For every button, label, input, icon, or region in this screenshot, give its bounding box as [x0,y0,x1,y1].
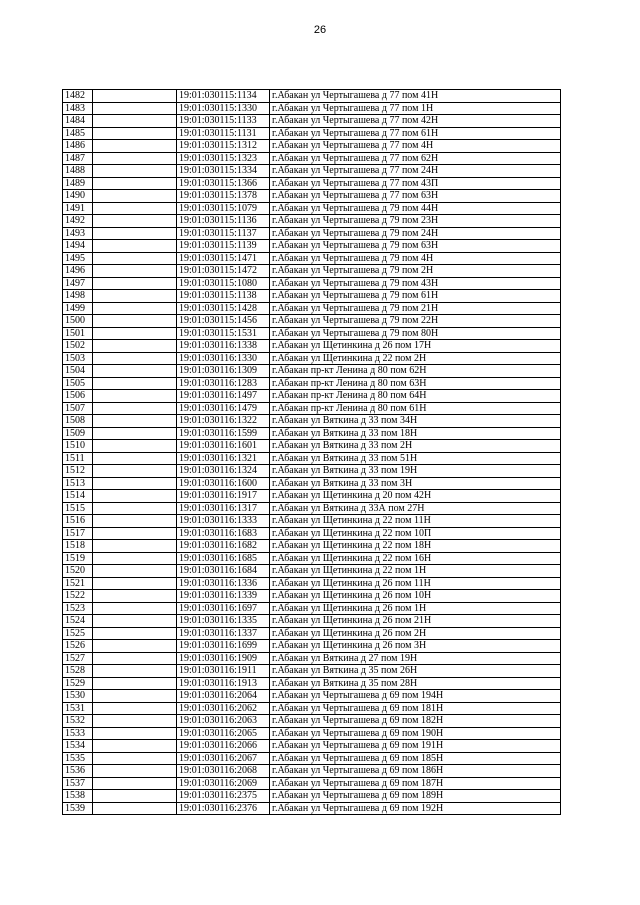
address-cell: г.Абакан ул Щетинкина д 22 пом 2Н [270,352,561,365]
row-number-cell: 1510 [63,440,93,453]
empty-cell [93,565,177,578]
cadastral-number-cell: 19:01:030116:1309 [177,365,270,378]
table-row [63,577,561,590]
cadastral-number-cell: 19:01:030116:2062 [177,702,270,715]
row-number-cell: 1539 [63,802,93,815]
address-cell: г.Абакан ул Чертыгашева д 79 пом 44Н [270,202,561,215]
address-cell: г.Абакан ул Чертыгашева д 69 пом 181Н [270,702,561,715]
table-row [63,415,561,428]
empty-cell [93,677,177,690]
cadastral-number-cell: 19:01:030115:1138 [177,290,270,303]
table-row [63,540,561,553]
table-row [63,465,561,478]
empty-cell [93,352,177,365]
page-number: 26 [313,24,327,36]
table-row [63,177,561,190]
row-number-cell: 1500 [63,315,93,328]
row-number-cell: 1531 [63,702,93,715]
address-cell: г.Абакан ул Щетинкина д 26 пом 2Н [270,627,561,640]
table-row [63,340,561,353]
address-cell: г.Абакан ул Чертыгашева д 79 пом 2Н [270,265,561,278]
row-number-cell: 1508 [63,415,93,428]
cadastral-number-cell: 19:01:030116:1909 [177,652,270,665]
cadastral-number-cell: 19:01:030116:1699 [177,640,270,653]
empty-cell [93,177,177,190]
empty-cell [93,90,177,103]
empty-cell [93,777,177,790]
row-number-cell: 1486 [63,140,93,153]
table-row [63,752,561,765]
cadastral-number-cell: 19:01:030115:1323 [177,152,270,165]
table-row [63,665,561,678]
address-cell: г.Абакан ул Вяткина д 33 пом 2Н [270,440,561,453]
row-number-cell: 1536 [63,765,93,778]
address-cell: г.Абакан ул Чертыгашева д 69 пом 189Н [270,790,561,803]
cadastral-number-cell: 19:01:030116:2063 [177,715,270,728]
table-row [63,265,561,278]
table-row [63,702,561,715]
row-number-cell: 1491 [63,202,93,215]
table-row [63,790,561,803]
cadastral-number-cell: 19:01:030116:1479 [177,402,270,415]
address-cell: г.Абакан ул Чертыгашева д 69 пом 192Н [270,802,561,815]
empty-cell [93,315,177,328]
row-number-cell: 1497 [63,277,93,290]
cadastral-number-cell: 19:01:030116:1322 [177,415,270,428]
cadastral-number-cell: 19:01:030116:1317 [177,502,270,515]
address-cell: г.Абакан ул Вяткина д 35 пом 28Н [270,677,561,690]
address-cell: г.Абакан ул Чертыгашева д 79 пом 21Н [270,302,561,315]
cadastral-number-cell: 19:01:030115:1330 [177,102,270,115]
table-row [63,327,561,340]
table-row [63,740,561,753]
address-cell: г.Абакан ул Щетинкина д 22 пом 1Н [270,565,561,578]
row-number-cell: 1515 [63,502,93,515]
table-row [63,315,561,328]
address-cell: г.Абакан ул Щетинкина д 26 пом 3Н [270,640,561,653]
empty-cell [93,477,177,490]
row-number-cell: 1512 [63,465,93,478]
row-number-cell: 1493 [63,227,93,240]
table-row [63,627,561,640]
table-row [63,502,561,515]
empty-cell [93,727,177,740]
row-number-cell: 1525 [63,627,93,640]
address-cell: г.Абакан ул Чертыгашева д 77 пом 43П [270,177,561,190]
row-number-cell: 1506 [63,390,93,403]
row-number-cell: 1534 [63,740,93,753]
table-row [63,440,561,453]
empty-cell [93,302,177,315]
address-cell: г.Абакан пр-кт Ленина д 80 пом 62Н [270,365,561,378]
address-cell: г.Абакан ул Чертыгашева д 69 пом 191Н [270,740,561,753]
table-row [63,252,561,265]
empty-cell [93,415,177,428]
empty-cell [93,802,177,815]
empty-cell [93,627,177,640]
address-cell: г.Абакан ул Вяткина д 27 пом 19Н [270,652,561,665]
row-number-cell: 1521 [63,577,93,590]
row-number-cell: 1535 [63,752,93,765]
cadastral-number-cell: 19:01:030115:1136 [177,215,270,228]
row-number-cell: 1527 [63,652,93,665]
table-row [63,277,561,290]
table-row [63,727,561,740]
empty-cell [93,552,177,565]
cadastral-number-cell: 19:01:030116:1599 [177,427,270,440]
table-row [63,452,561,465]
row-number-cell: 1523 [63,602,93,615]
table-row [63,552,561,565]
address-cell: г.Абакан ул Чертыгашева д 77 пом 24Н [270,165,561,178]
cadastral-number-cell: 19:01:030115:1366 [177,177,270,190]
table-row [63,90,561,103]
row-number-cell: 1490 [63,190,93,203]
empty-cell [93,377,177,390]
address-cell: г.Абакан ул Щетинкина д 26 пом 17Н [270,340,561,353]
cadastral-number-cell: 19:01:030116:1330 [177,352,270,365]
address-cell: г.Абакан ул Чертыгашева д 79 пом 61Н [270,290,561,303]
table-row [63,677,561,690]
empty-cell [93,602,177,615]
address-cell: г.Абакан ул Чертыгашева д 79 пом 80Н [270,327,561,340]
row-number-cell: 1503 [63,352,93,365]
row-number-cell: 1517 [63,527,93,540]
empty-cell [93,127,177,140]
cadastral-number-cell: 19:01:030116:1601 [177,440,270,453]
property-registry-table [62,89,561,815]
table-row [63,227,561,240]
row-number-cell: 1484 [63,115,93,128]
empty-cell [93,765,177,778]
row-number-cell: 1524 [63,615,93,628]
cadastral-number-cell: 19:01:030116:1324 [177,465,270,478]
row-number-cell: 1499 [63,302,93,315]
table-row [63,302,561,315]
cadastral-number-cell: 19:01:030115:1131 [177,127,270,140]
empty-cell [93,140,177,153]
row-number-cell: 1520 [63,565,93,578]
cadastral-number-cell: 19:01:030115:1334 [177,165,270,178]
cadastral-number-cell: 19:01:030115:1378 [177,190,270,203]
table-row [63,715,561,728]
address-cell: г.Абакан ул Щетинкина д 26 пом 10Н [270,590,561,603]
address-cell: г.Абакан ул Вяткина д 33 пом 3Н [270,477,561,490]
cadastral-number-cell: 19:01:030116:1917 [177,490,270,503]
cadastral-number-cell: 19:01:030116:2068 [177,765,270,778]
table-row [63,290,561,303]
cadastral-number-cell: 19:01:030116:2069 [177,777,270,790]
empty-cell [93,402,177,415]
cadastral-number-cell: 19:01:030115:1531 [177,327,270,340]
table-row [63,140,561,153]
empty-cell [93,752,177,765]
row-number-cell: 1495 [63,252,93,265]
row-number-cell: 1504 [63,365,93,378]
cadastral-number-cell: 19:01:030116:2376 [177,802,270,815]
table-row [63,190,561,203]
cadastral-number-cell: 19:01:030116:1337 [177,627,270,640]
address-cell: г.Абакан ул Чертыгашева д 69 пом 182Н [270,715,561,728]
empty-cell [93,790,177,803]
address-cell: г.Абакан ул Щетинкина д 20 пом 42Н [270,490,561,503]
cadastral-number-cell: 19:01:030116:1283 [177,377,270,390]
address-cell: г.Абакан ул Чертыгашева д 69 пом 190Н [270,727,561,740]
address-cell: г.Абакан ул Чертыгашева д 79 пом 22Н [270,315,561,328]
row-number-cell: 1488 [63,165,93,178]
cadastral-number-cell: 19:01:030116:1338 [177,340,270,353]
cadastral-number-cell: 19:01:030116:1911 [177,665,270,678]
row-number-cell: 1530 [63,690,93,703]
address-cell: г.Абакан ул Чертыгашева д 77 пом 63Н [270,190,561,203]
row-number-cell: 1498 [63,290,93,303]
table-row [63,515,561,528]
address-cell: г.Абакан ул Вяткина д 33 пом 19Н [270,465,561,478]
row-number-cell: 1483 [63,102,93,115]
table-row [63,527,561,540]
empty-cell [93,240,177,253]
empty-cell [93,440,177,453]
empty-cell [93,640,177,653]
cadastral-number-cell: 19:01:030116:1339 [177,590,270,603]
address-cell: г.Абакан ул Вяткина д 33 пом 34Н [270,415,561,428]
cadastral-number-cell: 19:01:030116:1321 [177,452,270,465]
empty-cell [93,540,177,553]
empty-cell [93,202,177,215]
table-row [63,652,561,665]
row-number-cell: 1519 [63,552,93,565]
empty-cell [93,490,177,503]
empty-cell [93,277,177,290]
table-row [63,102,561,115]
table-row [63,240,561,253]
address-cell: г.Абакан ул Чертыгашева д 69 пом 187Н [270,777,561,790]
cadastral-number-cell: 19:01:030116:1913 [177,677,270,690]
table-row [63,352,561,365]
cadastral-number-cell: 19:01:030116:2375 [177,790,270,803]
address-cell: г.Абакан ул Чертыгашева д 69 пом 194Н [270,690,561,703]
cadastral-number-cell: 19:01:030115:1137 [177,227,270,240]
address-cell: г.Абакан ул Чертыгашева д 77 пом 4Н [270,140,561,153]
row-number-cell: 1529 [63,677,93,690]
table-row [63,640,561,653]
cadastral-number-cell: 19:01:030115:1312 [177,140,270,153]
address-cell: г.Абакан ул Чертыгашева д 79 пом 43Н [270,277,561,290]
row-number-cell: 1509 [63,427,93,440]
row-number-cell: 1485 [63,127,93,140]
address-cell: г.Абакан ул Щетинкина д 26 пом 11Н [270,577,561,590]
empty-cell [93,465,177,478]
table-row [63,777,561,790]
row-number-cell: 1533 [63,727,93,740]
empty-cell [93,502,177,515]
empty-cell [93,265,177,278]
address-cell: г.Абакан ул Чертыгашева д 79 пом 4Н [270,252,561,265]
empty-cell [93,590,177,603]
cadastral-number-cell: 19:01:030115:1471 [177,252,270,265]
table-row [63,165,561,178]
table-row [63,402,561,415]
row-number-cell: 1496 [63,265,93,278]
table-row [63,490,561,503]
empty-cell [93,615,177,628]
address-cell: г.Абакан ул Чертыгашева д 79 пом 24Н [270,227,561,240]
table-row [63,152,561,165]
table-row [63,690,561,703]
address-cell: г.Абакан ул Чертыгашева д 79 пом 63Н [270,240,561,253]
address-cell: г.Абакан ул Чертыгашева д 77 пом 1Н [270,102,561,115]
empty-cell [93,152,177,165]
address-cell: г.Абакан ул Чертыгашева д 77 пом 62Н [270,152,561,165]
cadastral-number-cell: 19:01:030115:1133 [177,115,270,128]
address-cell: г.Абакан ул Щетинкина д 22 пом 11Н [270,515,561,528]
cadastral-number-cell: 19:01:030116:1333 [177,515,270,528]
row-number-cell: 1507 [63,402,93,415]
address-cell: г.Абакан ул Щетинкина д 26 пом 1Н [270,602,561,615]
cadastral-number-cell: 19:01:030115:1134 [177,90,270,103]
cadastral-number-cell: 19:01:030115:1080 [177,277,270,290]
table-row [63,615,561,628]
table-row [63,390,561,403]
table-row [63,802,561,815]
table-row [63,202,561,215]
cadastral-number-cell: 19:01:030115:1456 [177,315,270,328]
empty-cell [93,190,177,203]
empty-cell [93,690,177,703]
address-cell: г.Абакан ул Щетинкина д 26 пом 21Н [270,615,561,628]
cadastral-number-cell: 19:01:030115:1428 [177,302,270,315]
empty-cell [93,102,177,115]
empty-cell [93,427,177,440]
cadastral-number-cell: 19:01:030116:1697 [177,602,270,615]
row-number-cell: 1505 [63,377,93,390]
cadastral-number-cell: 19:01:030116:1685 [177,552,270,565]
row-number-cell: 1526 [63,640,93,653]
row-number-cell: 1511 [63,452,93,465]
empty-cell [93,227,177,240]
empty-cell [93,390,177,403]
address-cell: г.Абакан пр-кт Ленина д 80 пом 63Н [270,377,561,390]
row-number-cell: 1528 [63,665,93,678]
address-cell: г.Абакан ул Вяткина д 33 пом 18Н [270,427,561,440]
address-cell: г.Абакан ул Чертыгашева д 77 пом 41Н [270,90,561,103]
cadastral-number-cell: 19:01:030116:2065 [177,727,270,740]
table-row [63,377,561,390]
cadastral-number-cell: 19:01:030116:2064 [177,690,270,703]
empty-cell [93,527,177,540]
cadastral-number-cell: 19:01:030116:2066 [177,740,270,753]
address-cell: г.Абакан ул Щетинкина д 22 пом 16Н [270,552,561,565]
address-cell: г.Абакан ул Чертыгашева д 77 пом 61Н [270,127,561,140]
empty-cell [93,702,177,715]
address-cell: г.Абакан ул Вяткина д 35 пом 26Н [270,665,561,678]
empty-cell [93,652,177,665]
cadastral-number-cell: 19:01:030116:1683 [177,527,270,540]
cadastral-number-cell: 19:01:030115:1472 [177,265,270,278]
empty-cell [93,340,177,353]
row-number-cell: 1489 [63,177,93,190]
table-row [63,590,561,603]
address-cell: г.Абакан ул Чертыгашева д 69 пом 185Н [270,752,561,765]
row-number-cell: 1482 [63,90,93,103]
row-number-cell: 1492 [63,215,93,228]
row-number-cell: 1502 [63,340,93,353]
cadastral-number-cell: 19:01:030115:1079 [177,202,270,215]
empty-cell [93,290,177,303]
row-number-cell: 1532 [63,715,93,728]
address-cell: г.Абакан ул Чертыгашева д 79 пом 23Н [270,215,561,228]
address-cell: г.Абакан ул Щетинкина д 22 пом 10П [270,527,561,540]
table-row [63,215,561,228]
empty-cell [93,577,177,590]
row-number-cell: 1538 [63,790,93,803]
table-row [63,115,561,128]
row-number-cell: 1501 [63,327,93,340]
empty-cell [93,115,177,128]
row-number-cell: 1537 [63,777,93,790]
table-row [63,565,561,578]
row-number-cell: 1487 [63,152,93,165]
empty-cell [93,327,177,340]
table-row [63,365,561,378]
cadastral-number-cell: 19:01:030115:1139 [177,240,270,253]
address-cell: г.Абакан ул Чертыгашева д 69 пом 186Н [270,765,561,778]
cadastral-number-cell: 19:01:030116:2067 [177,752,270,765]
address-cell: г.Абакан пр-кт Ленина д 80 пом 61Н [270,402,561,415]
row-number-cell: 1494 [63,240,93,253]
table-row [63,127,561,140]
empty-cell [93,252,177,265]
empty-cell [93,715,177,728]
row-number-cell: 1513 [63,477,93,490]
row-number-cell: 1522 [63,590,93,603]
empty-cell [93,740,177,753]
address-cell: г.Абакан ул Чертыгашева д 77 пом 42Н [270,115,561,128]
cadastral-number-cell: 19:01:030116:1497 [177,390,270,403]
empty-cell [93,215,177,228]
address-cell: г.Абакан ул Вяткина д 33А пом 27Н [270,502,561,515]
row-number-cell: 1514 [63,490,93,503]
row-number-cell: 1516 [63,515,93,528]
address-cell: г.Абакан ул Щетинкина д 22 пом 18Н [270,540,561,553]
table-row [63,765,561,778]
table-row [63,427,561,440]
cadastral-number-cell: 19:01:030116:1600 [177,477,270,490]
address-cell: г.Абакан ул Вяткина д 33 пом 51Н [270,452,561,465]
empty-cell [93,452,177,465]
address-cell: г.Абакан пр-кт Ленина д 80 пом 64Н [270,390,561,403]
table-row [63,602,561,615]
cadastral-number-cell: 19:01:030116:1336 [177,577,270,590]
empty-cell [93,515,177,528]
row-number-cell: 1518 [63,540,93,553]
empty-cell [93,365,177,378]
cadastral-number-cell: 19:01:030116:1335 [177,615,270,628]
cadastral-number-cell: 19:01:030116:1682 [177,540,270,553]
empty-cell [93,165,177,178]
registry-rows [63,90,561,815]
cadastral-number-cell: 19:01:030116:1684 [177,565,270,578]
table-row [63,477,561,490]
empty-cell [93,665,177,678]
